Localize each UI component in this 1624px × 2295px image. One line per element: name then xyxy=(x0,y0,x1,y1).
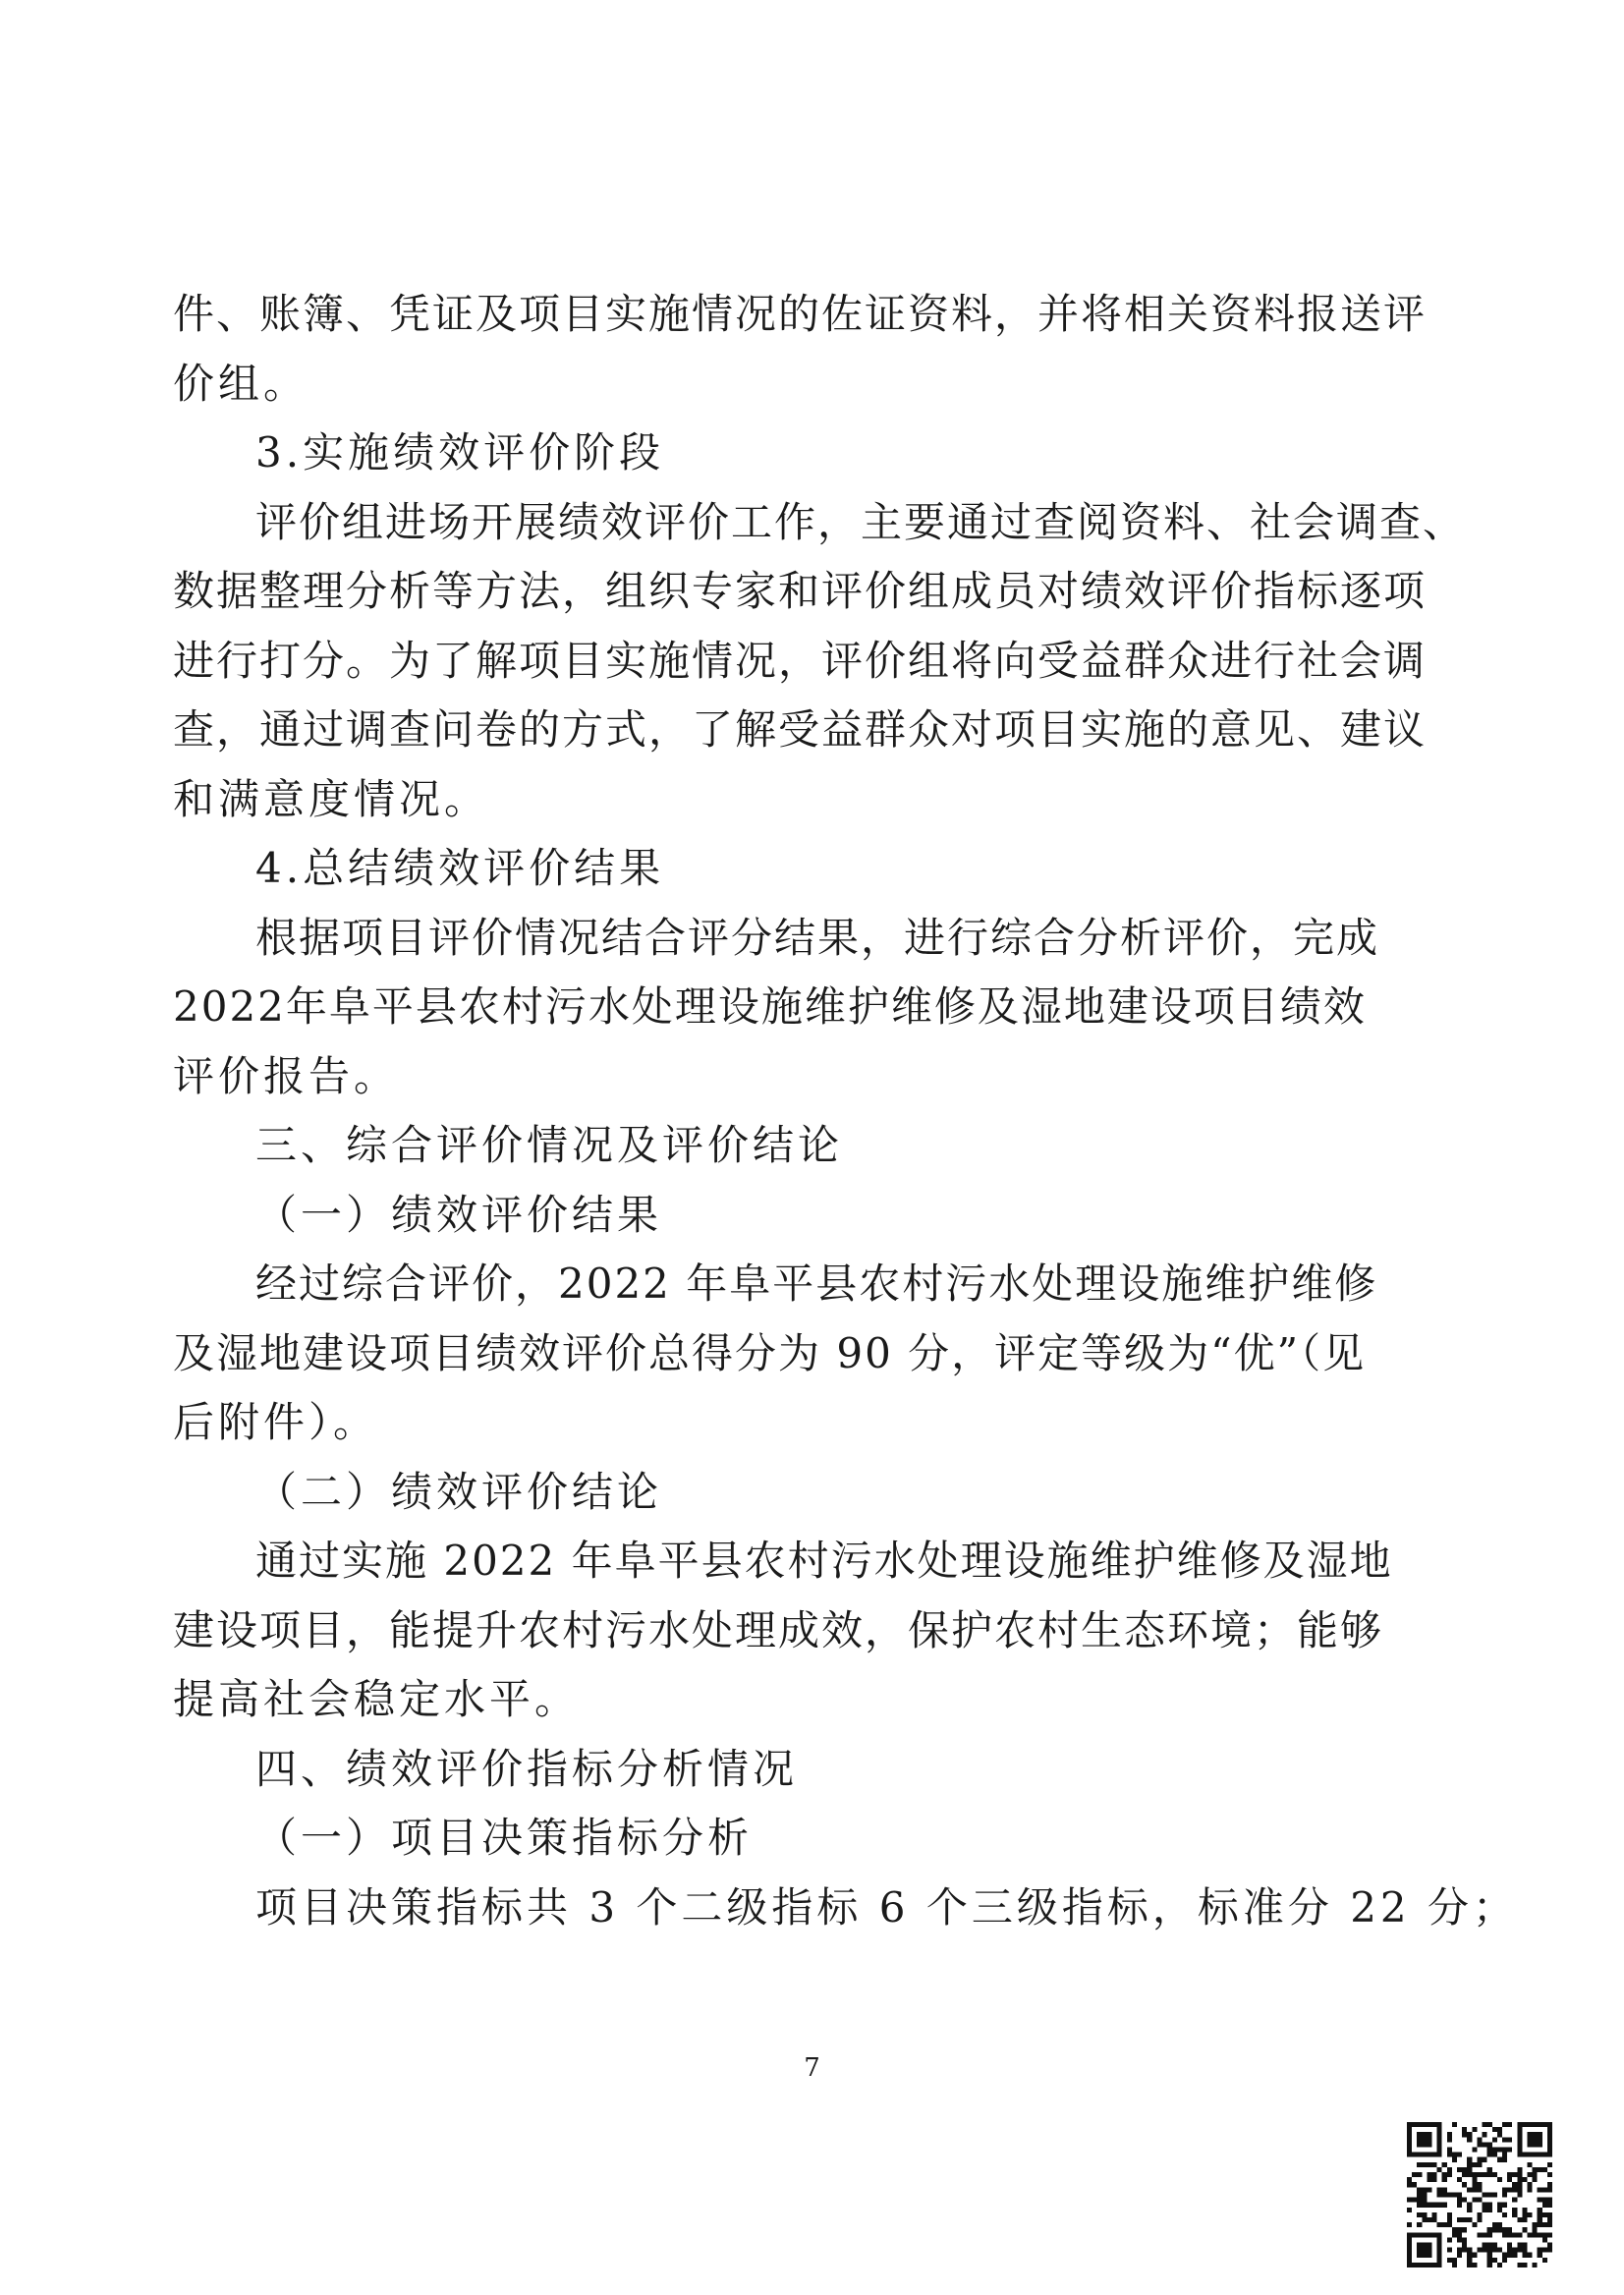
page-number: 7 xyxy=(804,2053,820,2083)
text-line: 后附件）。 xyxy=(173,1398,379,1446)
text-line: （一）项目决策指标分析 xyxy=(255,1814,754,1862)
text-line: 价组。 xyxy=(173,359,309,408)
text-line: 件、账簿、凭证及项目实施情况的佐证资料，并将相关资料报送评 xyxy=(173,290,1428,338)
text-line: （二）绩效评价结论 xyxy=(255,1467,663,1516)
text-line: 提高社会稳定水平。 xyxy=(173,1675,581,1723)
text-line: 查，通过调查问卷的方式，了解受益群众对项目实施的意见、建议 xyxy=(173,705,1428,754)
text-line: 数据整理分析等方法，组织专家和评价组成员对绩效评价指标逐项 xyxy=(173,567,1428,615)
text-line: 评价报告。 xyxy=(173,1051,400,1100)
text-line: 进行打分。为了解项目实施情况，评价组将向受益群众进行社会调 xyxy=(173,636,1428,685)
qr-code-icon xyxy=(1407,2122,1552,2267)
text-line: 项目决策指标共 3 个二级指标 6 个三级指标，标准分 22 分； xyxy=(255,1882,1518,1931)
text-line: 三、综合评价情况及评价结论 xyxy=(255,1121,844,1169)
text-line: 和满意度情况。 xyxy=(173,774,490,823)
text-line: 及湿地建设项目绩效评价总得分为 90 分，评定等级为“优”（见 xyxy=(173,1328,1367,1377)
text-line: 经过综合评价，2022 年阜平县农村污水处理设施维护维修 xyxy=(255,1259,1378,1308)
text-line: 建设项目，能提升农村污水处理成效，保护农村生态环境；能够 xyxy=(173,1605,1384,1654)
text-line: 四、绩效评价指标分析情况 xyxy=(255,1744,799,1793)
text-line: 通过实施 2022 年阜平县农村污水处理设施维护维修及湿地 xyxy=(255,1537,1393,1585)
text-line: 根据项目评价情况结合评分结果，进行综合分析评价，完成 xyxy=(255,913,1380,962)
text-line: 3.实施绩效评价阶段 xyxy=(255,428,665,476)
text-line: 4.总结绩效评价结果 xyxy=(255,844,665,892)
document-body xyxy=(173,280,1518,1942)
text-line: 2022年阜平县农村污水处理设施维护维修及湿地建设项目绩效 xyxy=(173,982,1367,1031)
text-line: （一）绩效评价结果 xyxy=(255,1190,663,1239)
text-line: 评价组进场开展绩效评价工作，主要通过查阅资料、社会调查、 xyxy=(255,497,1467,546)
